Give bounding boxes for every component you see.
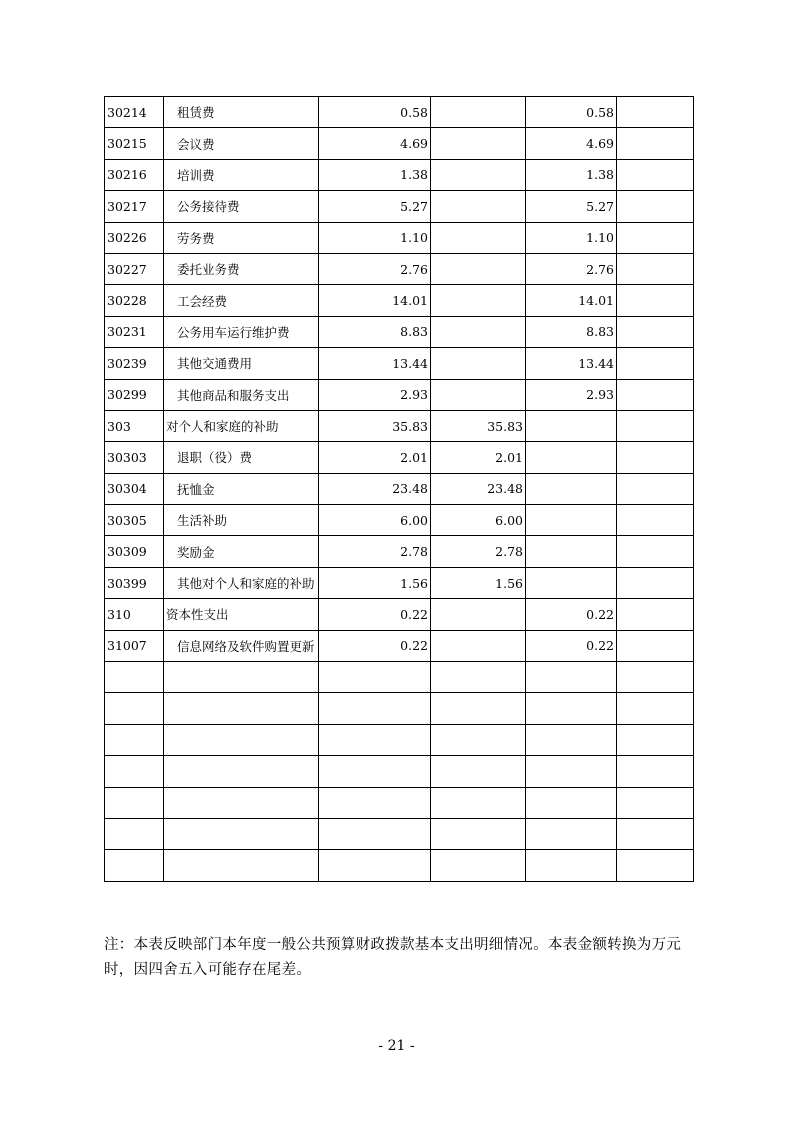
blank-cell — [617, 97, 694, 128]
total-cell — [319, 724, 431, 755]
table-row — [105, 567, 694, 598]
total-cell: 1.38 — [319, 159, 431, 190]
blank-cell — [617, 599, 694, 630]
name-cell: 资本性支出 — [164, 599, 319, 630]
name-cell — [164, 787, 319, 818]
personnel-cell: 2.78 — [431, 536, 526, 567]
code-cell: 30303 — [105, 442, 164, 473]
name-cell — [164, 756, 319, 787]
code-cell: 30215 — [105, 128, 164, 159]
personnel-cell — [431, 159, 526, 190]
table-row — [105, 599, 694, 630]
blank-cell — [617, 505, 694, 536]
blank-cell — [617, 756, 694, 787]
public-cell: 8.83 — [526, 316, 617, 347]
name-cell: 租赁费 — [164, 97, 319, 128]
table-row — [105, 850, 694, 881]
code-cell: 303 — [105, 410, 164, 441]
code-cell: 30399 — [105, 567, 164, 598]
code-cell: 30217 — [105, 191, 164, 222]
code-cell — [105, 724, 164, 755]
personnel-cell — [431, 599, 526, 630]
name-cell: 培训费 — [164, 159, 319, 190]
blank-cell — [617, 191, 694, 222]
public-cell: 1.38 — [526, 159, 617, 190]
personnel-cell — [431, 787, 526, 818]
personnel-cell — [431, 850, 526, 881]
code-cell: 30216 — [105, 159, 164, 190]
public-cell: 0.22 — [526, 630, 617, 661]
code-cell: 30239 — [105, 348, 164, 379]
table-row — [105, 316, 694, 347]
name-cell: 劳务费 — [164, 222, 319, 253]
name-cell: 退职（役）费 — [164, 442, 319, 473]
personnel-cell: 6.00 — [431, 505, 526, 536]
public-cell — [526, 536, 617, 567]
total-cell: 23.48 — [319, 473, 431, 504]
table-row — [105, 191, 694, 222]
table-row — [105, 724, 694, 755]
public-cell — [526, 818, 617, 849]
blank-cell — [617, 442, 694, 473]
total-cell: 2.76 — [319, 253, 431, 284]
table-row — [105, 756, 694, 787]
name-cell: 对个人和家庭的补助 — [164, 410, 319, 441]
name-cell: 生活补助 — [164, 505, 319, 536]
blank-cell — [617, 410, 694, 441]
code-cell: 30228 — [105, 285, 164, 316]
code-cell — [105, 756, 164, 787]
total-cell — [319, 662, 431, 693]
table-row — [105, 442, 694, 473]
code-cell: 31007 — [105, 630, 164, 661]
personnel-cell — [431, 693, 526, 724]
budget-detail-table — [104, 96, 694, 882]
personnel-cell: 35.83 — [431, 410, 526, 441]
name-cell — [164, 693, 319, 724]
total-cell: 0.22 — [319, 599, 431, 630]
personnel-cell — [431, 818, 526, 849]
table-note: 注：本表反映部门本年度一般公共预算财政拨款基本支出明细情况。本表金额转换为万元时，因四舍五入可能存在尾差。 — [104, 937, 682, 978]
code-cell: 30231 — [105, 316, 164, 347]
page-number: - 21 - — [378, 1038, 415, 1054]
name-cell: 会议费 — [164, 128, 319, 159]
name-cell — [164, 818, 319, 849]
public-cell: 4.69 — [526, 128, 617, 159]
name-cell — [164, 724, 319, 755]
public-cell — [526, 567, 617, 598]
blank-cell — [617, 787, 694, 818]
blank-cell — [617, 316, 694, 347]
personnel-cell: 1.56 — [431, 567, 526, 598]
table-row — [105, 222, 694, 253]
name-cell — [164, 662, 319, 693]
name-cell: 其他交通费用 — [164, 348, 319, 379]
blank-cell — [617, 567, 694, 598]
personnel-cell — [431, 97, 526, 128]
total-cell: 35.83 — [319, 410, 431, 441]
public-cell: 1.10 — [526, 222, 617, 253]
blank-cell — [617, 285, 694, 316]
code-cell — [105, 662, 164, 693]
table-row — [105, 473, 694, 504]
blank-cell — [617, 630, 694, 661]
total-cell: 2.01 — [319, 442, 431, 473]
total-cell: 14.01 — [319, 285, 431, 316]
table-row — [105, 285, 694, 316]
name-cell — [164, 850, 319, 881]
public-cell: 13.44 — [526, 348, 617, 379]
code-cell: 30227 — [105, 253, 164, 284]
code-cell: 30305 — [105, 505, 164, 536]
table-row — [105, 818, 694, 849]
name-cell: 奖励金 — [164, 536, 319, 567]
personnel-cell — [431, 662, 526, 693]
total-cell: 6.00 — [319, 505, 431, 536]
table-row — [105, 128, 694, 159]
public-cell — [526, 505, 617, 536]
code-cell: 30226 — [105, 222, 164, 253]
table-row — [105, 348, 694, 379]
table-body — [105, 97, 694, 882]
total-cell — [319, 787, 431, 818]
table-row — [105, 536, 694, 567]
blank-cell — [617, 348, 694, 379]
total-cell: 0.58 — [319, 97, 431, 128]
code-cell — [105, 818, 164, 849]
total-cell: 4.69 — [319, 128, 431, 159]
blank-cell — [617, 662, 694, 693]
personnel-cell — [431, 285, 526, 316]
personnel-cell — [431, 348, 526, 379]
total-cell — [319, 693, 431, 724]
total-cell: 2.78 — [319, 536, 431, 567]
name-cell: 公务接待费 — [164, 191, 319, 222]
public-cell: 0.58 — [526, 97, 617, 128]
personnel-cell — [431, 222, 526, 253]
name-cell: 委托业务费 — [164, 253, 319, 284]
total-cell: 13.44 — [319, 348, 431, 379]
table-row — [105, 410, 694, 441]
personnel-cell — [431, 253, 526, 284]
table-row — [105, 505, 694, 536]
public-cell: 5.27 — [526, 191, 617, 222]
personnel-cell — [431, 724, 526, 755]
personnel-cell — [431, 191, 526, 222]
blank-cell — [617, 253, 694, 284]
code-cell — [105, 850, 164, 881]
public-cell — [526, 693, 617, 724]
name-cell: 其他对个人和家庭的补助 — [164, 567, 319, 598]
table-row — [105, 630, 694, 661]
public-cell: 0.22 — [526, 599, 617, 630]
table-row — [105, 253, 694, 284]
blank-cell — [617, 536, 694, 567]
personnel-cell: 23.48 — [431, 473, 526, 504]
code-cell — [105, 693, 164, 724]
personnel-cell — [431, 379, 526, 410]
name-cell: 工会经费 — [164, 285, 319, 316]
public-cell — [526, 410, 617, 441]
total-cell — [319, 756, 431, 787]
code-cell: 30304 — [105, 473, 164, 504]
code-cell: 310 — [105, 599, 164, 630]
total-cell: 1.10 — [319, 222, 431, 253]
table-row — [105, 97, 694, 128]
public-cell — [526, 662, 617, 693]
personnel-cell — [431, 630, 526, 661]
public-cell — [526, 724, 617, 755]
blank-cell — [617, 818, 694, 849]
public-cell: 14.01 — [526, 285, 617, 316]
blank-cell — [617, 128, 694, 159]
personnel-cell: 2.01 — [431, 442, 526, 473]
public-cell — [526, 787, 617, 818]
total-cell: 8.83 — [319, 316, 431, 347]
public-cell: 2.76 — [526, 253, 617, 284]
blank-cell — [617, 222, 694, 253]
total-cell: 2.93 — [319, 379, 431, 410]
name-cell: 其他商品和服务支出 — [164, 379, 319, 410]
table-row — [105, 379, 694, 410]
public-cell — [526, 756, 617, 787]
table-row — [105, 787, 694, 818]
total-cell — [319, 850, 431, 881]
code-cell — [105, 787, 164, 818]
name-cell: 信息网络及软件购置更新 — [164, 630, 319, 661]
blank-cell — [617, 693, 694, 724]
personnel-cell — [431, 128, 526, 159]
total-cell — [319, 818, 431, 849]
name-cell: 抚恤金 — [164, 473, 319, 504]
name-cell: 公务用车运行维护费 — [164, 316, 319, 347]
total-cell: 1.56 — [319, 567, 431, 598]
public-cell — [526, 442, 617, 473]
public-cell — [526, 473, 617, 504]
total-cell: 0.22 — [319, 630, 431, 661]
blank-cell — [617, 850, 694, 881]
personnel-cell — [431, 316, 526, 347]
total-cell: 5.27 — [319, 191, 431, 222]
code-cell: 30299 — [105, 379, 164, 410]
table-row — [105, 693, 694, 724]
code-cell: 30214 — [105, 97, 164, 128]
public-cell — [526, 850, 617, 881]
blank-cell — [617, 159, 694, 190]
table-row — [105, 662, 694, 693]
blank-cell — [617, 473, 694, 504]
blank-cell — [617, 379, 694, 410]
personnel-cell — [431, 756, 526, 787]
public-cell: 2.93 — [526, 379, 617, 410]
code-cell: 30309 — [105, 536, 164, 567]
blank-cell — [617, 724, 694, 755]
table-row — [105, 159, 694, 190]
